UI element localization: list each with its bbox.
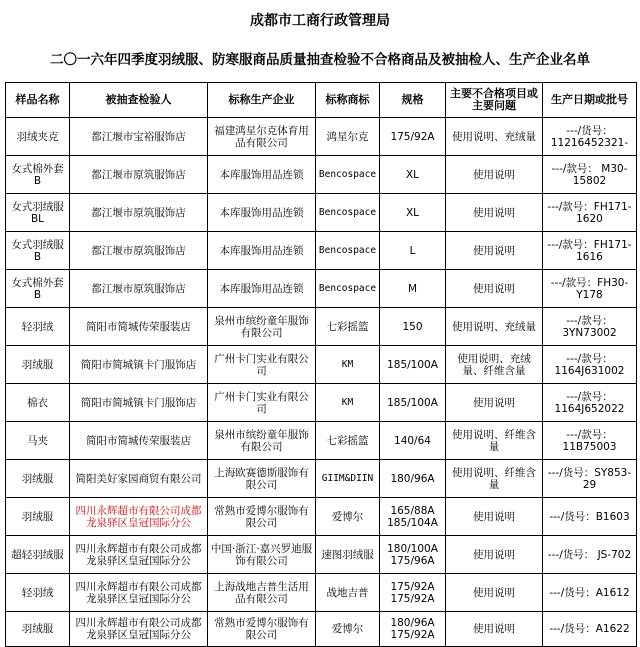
cell-inspected-party: 四川永辉超市有限公司成都龙泉驿区皇冠国际分公: [70, 498, 208, 536]
cell-inspected-party: 都江堰市宝裕服饰店: [70, 118, 208, 156]
table-row: [6, 232, 637, 270]
cell-sample-name: 女式棉外套B: [6, 156, 70, 194]
cell-spec: 165/88A 185/104A: [380, 498, 446, 536]
cell-issue: 使用说明、充绒量: [446, 308, 543, 346]
cell-sample-name: 女式羽绒服B: [6, 232, 70, 270]
cell-inspected-party: 四川永辉超市有限公司成都龙泉驿区皇冠国际分公: [70, 536, 208, 574]
cell-sample-name: 女式羽绒服BL: [6, 194, 70, 232]
cell-issue: 使用说明、纤维含量: [446, 460, 543, 498]
col-sample-name: 样品名称: [6, 83, 70, 118]
cell-inspected-party: 都江堰市原筑服饰店: [70, 194, 208, 232]
table-row: [6, 384, 637, 422]
cell-sample-name: 轻羽绒: [6, 308, 70, 346]
cell-manufacturer: 上海欧赛德斯服饰有限公司: [208, 460, 316, 498]
col-brand: 标称商标: [316, 83, 380, 118]
cell-manufacturer: 常熟市爱博尔服饰有限公司: [208, 498, 316, 536]
table-row: [6, 612, 637, 647]
cell-brand: Bencospace: [316, 270, 380, 308]
col-manufacturer: 标称生产企业: [208, 83, 316, 118]
cell-issue: 使用说明: [446, 270, 543, 308]
cell-issue: 使用说明、充绒量: [446, 118, 543, 156]
cell-sample-name: 棉衣: [6, 384, 70, 422]
cell-spec: M: [380, 270, 446, 308]
cell-batch: ---/款号：3YN73002: [543, 308, 637, 346]
cell-manufacturer: 本库服饰用品连锁: [208, 270, 316, 308]
cell-brand: GIIM&DIIN: [316, 460, 380, 498]
cell-inspected-party: 四川永辉超市有限公司成都龙泉驿区皇冠国际分公: [70, 612, 208, 647]
col-batch: 生产日期或批号: [543, 83, 637, 118]
cell-brand: 七彩摇篮: [316, 422, 380, 460]
cell-spec: 180/100A 175/96A: [380, 536, 446, 574]
cell-batch: ---/货号：A1622: [543, 612, 637, 647]
cell-sample-name: 羽绒服: [6, 346, 70, 384]
cell-issue: 使用说明: [446, 156, 543, 194]
cell-manufacturer: 广州卡门实业有限公司: [208, 346, 316, 384]
cell-batch: ---/款号：1164J631002: [543, 346, 637, 384]
cell-sample-name: 羽绒服: [6, 460, 70, 498]
table-header-row: [6, 83, 637, 118]
cell-manufacturer: 本库服饰用品连锁: [208, 194, 316, 232]
cell-brand: Bencospace: [316, 194, 380, 232]
cell-inspected-party: 简阳市简城传荣服装店: [70, 308, 208, 346]
cell-issue: 使用说明: [446, 536, 543, 574]
table-row: [6, 460, 637, 498]
cell-manufacturer: 上海战地吉普生活用品有限公司: [208, 574, 316, 612]
cell-batch: ---/款号：FH171-1620: [543, 194, 637, 232]
cell-batch: ---/款号：FH171-1616: [543, 232, 637, 270]
cell-batch: ---/货号：A1612: [543, 574, 637, 612]
cell-manufacturer: 泉州市缤纷童年服饰有限公司: [208, 422, 316, 460]
cell-sample-name: 羽绒夹克: [6, 118, 70, 156]
cell-inspected-party: 四川永辉超市有限公司成都龙泉驿区皇冠国际分公: [70, 574, 208, 612]
cell-sample-name: 女式棉外套B: [6, 270, 70, 308]
col-issue: 主要不合格项目或主要问题: [446, 83, 543, 118]
cell-brand: 速图羽绒服: [316, 536, 380, 574]
cell-spec: 180/96A 175/92A: [380, 612, 446, 647]
table-row: [6, 498, 637, 536]
cell-brand: 鸿星尔克: [316, 118, 380, 156]
table-row: [6, 270, 637, 308]
cell-brand: 七彩摇篮: [316, 308, 380, 346]
col-spec: 规格: [380, 83, 446, 118]
cell-spec: 185/100A: [380, 346, 446, 384]
cell-manufacturer: 泉州市缤纷童年服饰有限公司: [208, 308, 316, 346]
cell-spec: 140/64: [380, 422, 446, 460]
page-title: 成都市工商行政管理局: [250, 13, 390, 29]
cell-issue: 使用说明: [446, 498, 543, 536]
cell-batch: ---/款号：11B75003: [543, 422, 637, 460]
cell-brand: KM: [316, 346, 380, 384]
cell-issue: 使用说明、纤维含量: [446, 422, 543, 460]
cell-brand: Bencospace: [316, 156, 380, 194]
cell-batch: ---/款号：FH30-Y178: [543, 270, 637, 308]
cell-issue: 使用说明: [446, 612, 543, 647]
cell-sample-name: 马夹: [6, 422, 70, 460]
cell-inspected-party: 简阳美好家园商贸有限公司: [70, 460, 208, 498]
cell-batch: ---/款号： M30-15802: [543, 156, 637, 194]
table-row: [6, 422, 637, 460]
table-row: [6, 574, 637, 612]
cell-batch: ---/货号：11216452321-: [543, 118, 637, 156]
cell-issue: 使用说明: [446, 194, 543, 232]
cell-inspected-party: 都江堰市原筑服饰店: [70, 156, 208, 194]
defect-table: [5, 82, 637, 647]
cell-brand: 爱博尔: [316, 612, 380, 647]
cell-inspected-party: 简阳市简城镇卡门服饰店: [70, 346, 208, 384]
cell-batch: ---/货号： JS-702: [543, 536, 637, 574]
cell-inspected-party: 简阳市简城传荣服装店: [70, 422, 208, 460]
cell-manufacturer: 常熟市爱博尔服饰有限公司: [208, 612, 316, 647]
cell-manufacturer: 福建鸿星尔克体育用品有限公司: [208, 118, 316, 156]
cell-brand: KM: [316, 384, 380, 422]
cell-inspected-party: 都江堰市原筑服饰店: [70, 232, 208, 270]
cell-inspected-party: 简阳市简城镇卡门服饰店: [70, 384, 208, 422]
cell-manufacturer: 本库服饰用品连锁: [208, 156, 316, 194]
cell-spec: XL: [380, 194, 446, 232]
table-row: [6, 536, 637, 574]
cell-issue: 使用说明: [446, 232, 543, 270]
cell-batch: ---/款号：1164J652022: [543, 384, 637, 422]
cell-manufacturer: 中国·浙江·嘉兴罗迪服饰有限公司: [208, 536, 316, 574]
cell-issue: 使用说明、充绒量、纤维含量: [446, 346, 543, 384]
table-row: [6, 118, 637, 156]
cell-brand: 爱博尔: [316, 498, 380, 536]
table-row: [6, 308, 637, 346]
cell-spec: 185/100A: [380, 384, 446, 422]
cell-spec: 180/96A: [380, 460, 446, 498]
list-subtitle: 二〇一六年四季度羽绒服、防寒服商品质量抽查检验不合格商品及被抽检人、生产企业名单: [50, 52, 590, 68]
cell-spec: L: [380, 232, 446, 270]
cell-brand: 战地吉普: [316, 574, 380, 612]
cell-batch: ---/货号：B1603: [543, 498, 637, 536]
cell-sample-name: 羽绒服: [6, 498, 70, 536]
cell-issue: 使用说明: [446, 384, 543, 422]
cell-brand: Bencospace: [316, 232, 380, 270]
cell-sample-name: 羽绒服: [6, 612, 70, 647]
col-inspected-party: 被抽查检验人: [70, 83, 208, 118]
cell-manufacturer: 本库服饰用品连锁: [208, 232, 316, 270]
cell-spec: 150: [380, 308, 446, 346]
cell-spec: 175/92A: [380, 118, 446, 156]
cell-inspected-party: 都江堰市原筑服饰店: [70, 270, 208, 308]
cell-batch: ---/货号：SY853-29: [543, 460, 637, 498]
cell-issue: 使用说明: [446, 574, 543, 612]
table-row: [6, 156, 637, 194]
cell-sample-name: 轻羽绒: [6, 574, 70, 612]
cell-sample-name: 超轻羽绒服: [6, 536, 70, 574]
table-row: [6, 346, 637, 384]
cell-spec: 175/92A 175/92A: [380, 574, 446, 612]
cell-spec: XL: [380, 156, 446, 194]
cell-manufacturer: 广州卡门实业有限公司: [208, 384, 316, 422]
table-row: [6, 194, 637, 232]
